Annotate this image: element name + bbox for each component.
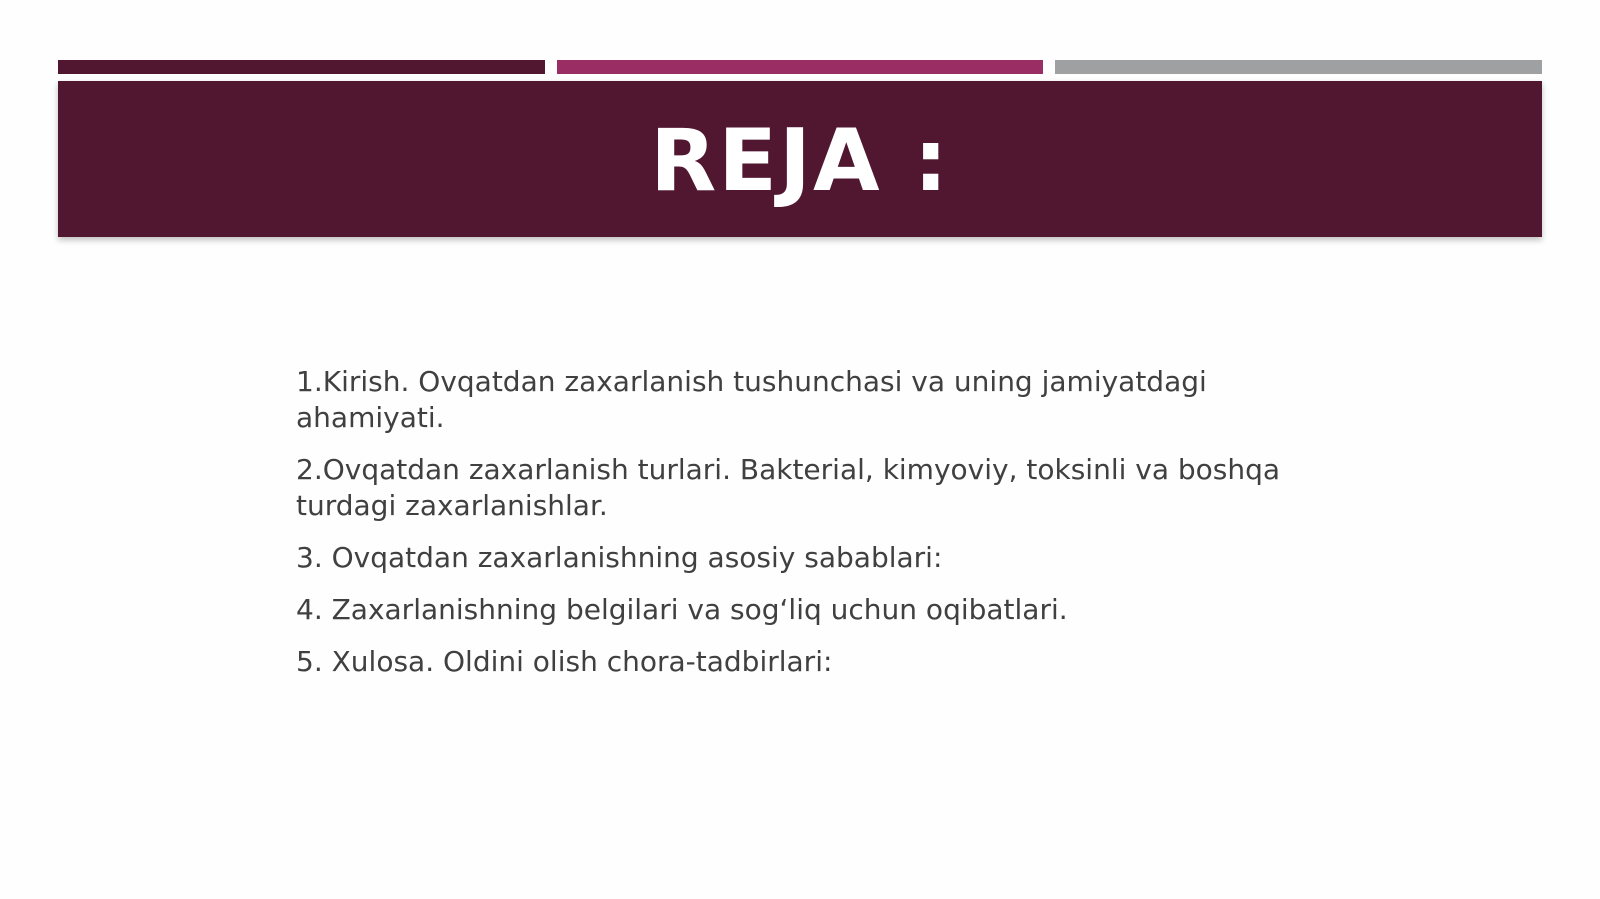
slide-content <box>296 364 1296 696</box>
slide-title: REJA : <box>650 111 950 211</box>
list-item: 1.Kirish. Ovqatdan zaxarlanish tushunchasi va uning jamiyatdagi ahamiyati. <box>296 365 1207 434</box>
accent-bar-gray <box>1055 60 1542 74</box>
accent-bar-magenta <box>557 60 1043 74</box>
list-item: 5. Xulosa. Oldini olish chora-tadbirlari: <box>296 645 833 678</box>
accent-bar-dark <box>58 60 545 74</box>
list-item: 4. Zaxarlanishning belgilari va sog‘liq uchun oqibatlari. <box>296 593 1068 626</box>
list-item: 3. Ovqatdan zaxarlanishning asosiy sabablari: <box>296 541 943 574</box>
title-banner <box>58 81 1542 237</box>
list-item: 2.Ovqatdan zaxarlanish turlari. Bakterial, kimyoviy, toksinli va boshqa turdagi zaxarlanishlar. <box>296 453 1281 522</box>
